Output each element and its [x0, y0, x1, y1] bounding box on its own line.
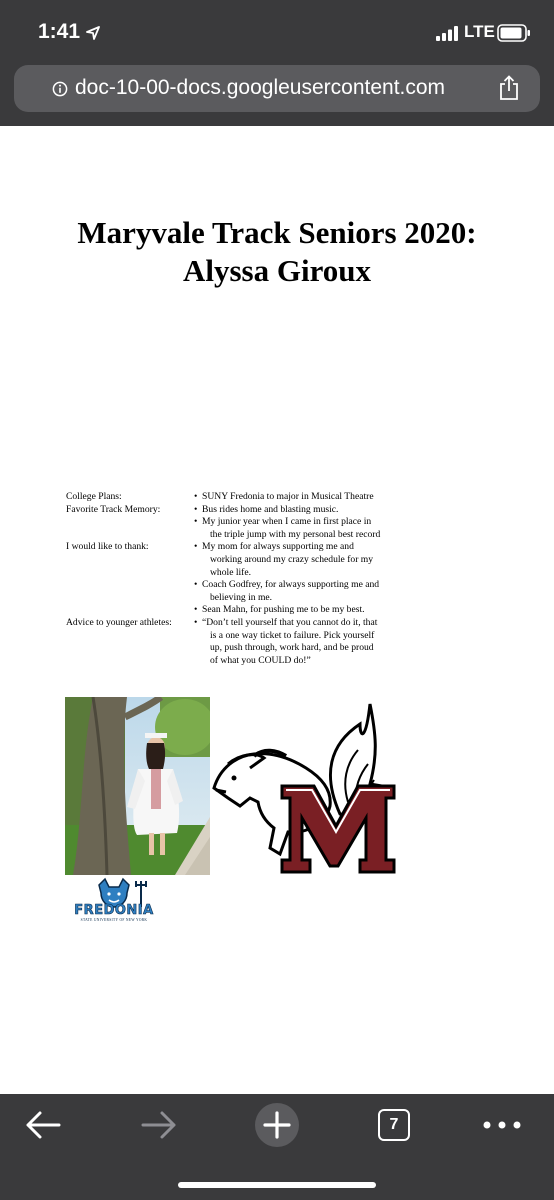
- bullet-line: My junior year when I came in first place in: [202, 516, 372, 528]
- title-line-2: Alyssa Giroux: [182, 253, 372, 288]
- info-row: [66, 617, 406, 667]
- bullet-continuation-line: is a one way ticket to failure. Pick yourself: [210, 629, 375, 641]
- bullet-item: [194, 617, 406, 667]
- info-values: [194, 617, 406, 667]
- info-label: Favorite Track Memory:: [66, 503, 161, 515]
- fredonia-logo: [65, 877, 163, 925]
- bullet-continuation-line: working around my crazy schedule for my: [210, 553, 374, 565]
- bullet-continuation-line: whole life.: [210, 566, 252, 578]
- address-bar[interactable]: [14, 65, 540, 112]
- cell-signal-icon: [436, 26, 458, 41]
- senior-info-table: [66, 491, 406, 667]
- fredonia-wordmark: FREDONIA: [74, 903, 154, 918]
- bullet-line: Bus rides home and blasting music.: [202, 503, 339, 515]
- info-label: I would like to thank:: [66, 541, 149, 553]
- fredonia-tagline: STATE UNIVERSITY OF NEW YORK: [80, 918, 148, 922]
- location-arrow-icon: [86, 26, 100, 40]
- new-tab-plus-icon[interactable]: [254, 1102, 300, 1148]
- bullet-continuation-line: up, push through, work hard, and be proud: [210, 642, 374, 654]
- battery-icon: [497, 24, 531, 42]
- network-type: LTE: [464, 22, 495, 41]
- bullet-item: [194, 516, 406, 541]
- info-label: College Plans:: [66, 491, 122, 502]
- info-icon[interactable]: [52, 81, 68, 97]
- bullet-item: [194, 541, 406, 579]
- bullet-item: [194, 604, 406, 617]
- bullet-line: Coach Godfrey, for always supporting me and: [202, 579, 380, 591]
- title-line-1: Maryvale Track Seniors 2020:: [77, 215, 477, 250]
- back-arrow-icon[interactable]: [24, 1110, 62, 1140]
- home-indicator: [178, 1182, 376, 1188]
- bullet-continuation-line: believing in me.: [210, 591, 273, 603]
- bullet-continuation-line: of what you COULD do!”: [210, 654, 311, 666]
- document-title: [0, 214, 554, 290]
- bullet-line: Sean Mahn, for pushing me to be my best.: [202, 604, 365, 616]
- info-values: [194, 541, 406, 617]
- info-row: [66, 491, 406, 504]
- bottom-toolbar: [0, 1094, 554, 1200]
- status-time: 1:41: [38, 20, 81, 43]
- senior-photo: [65, 697, 210, 875]
- bullet-line: “Don’t tell yourself that you cannot do it, that: [202, 616, 378, 628]
- info-row: [66, 541, 406, 617]
- bullet-continuation-line: the triple jump with my personal best record: [210, 528, 381, 540]
- share-icon[interactable]: [498, 75, 520, 101]
- forward-arrow-icon[interactable]: [140, 1110, 178, 1140]
- info-values: [194, 491, 406, 504]
- bullet-item: [194, 491, 406, 504]
- tab-count-button[interactable]: 7: [378, 1109, 410, 1141]
- bullet-item: [194, 504, 406, 517]
- more-menu-icon[interactable]: [482, 1118, 522, 1132]
- url-text[interactable]: doc-10-00-docs.googleusercontent.com: [75, 76, 446, 99]
- bullet-line: My mom for always supporting me and: [202, 541, 354, 553]
- document-page: [0, 126, 554, 1094]
- maryvale-mustang-logo: [210, 694, 410, 878]
- bullet-line: SUNY Fredonia to major in Musical Theatre: [202, 491, 374, 502]
- info-label: Advice to younger athletes:: [66, 616, 172, 628]
- status-and-url-area: [0, 0, 554, 126]
- info-row: [66, 504, 406, 542]
- info-values: [194, 504, 406, 542]
- bullet-item: [194, 579, 406, 604]
